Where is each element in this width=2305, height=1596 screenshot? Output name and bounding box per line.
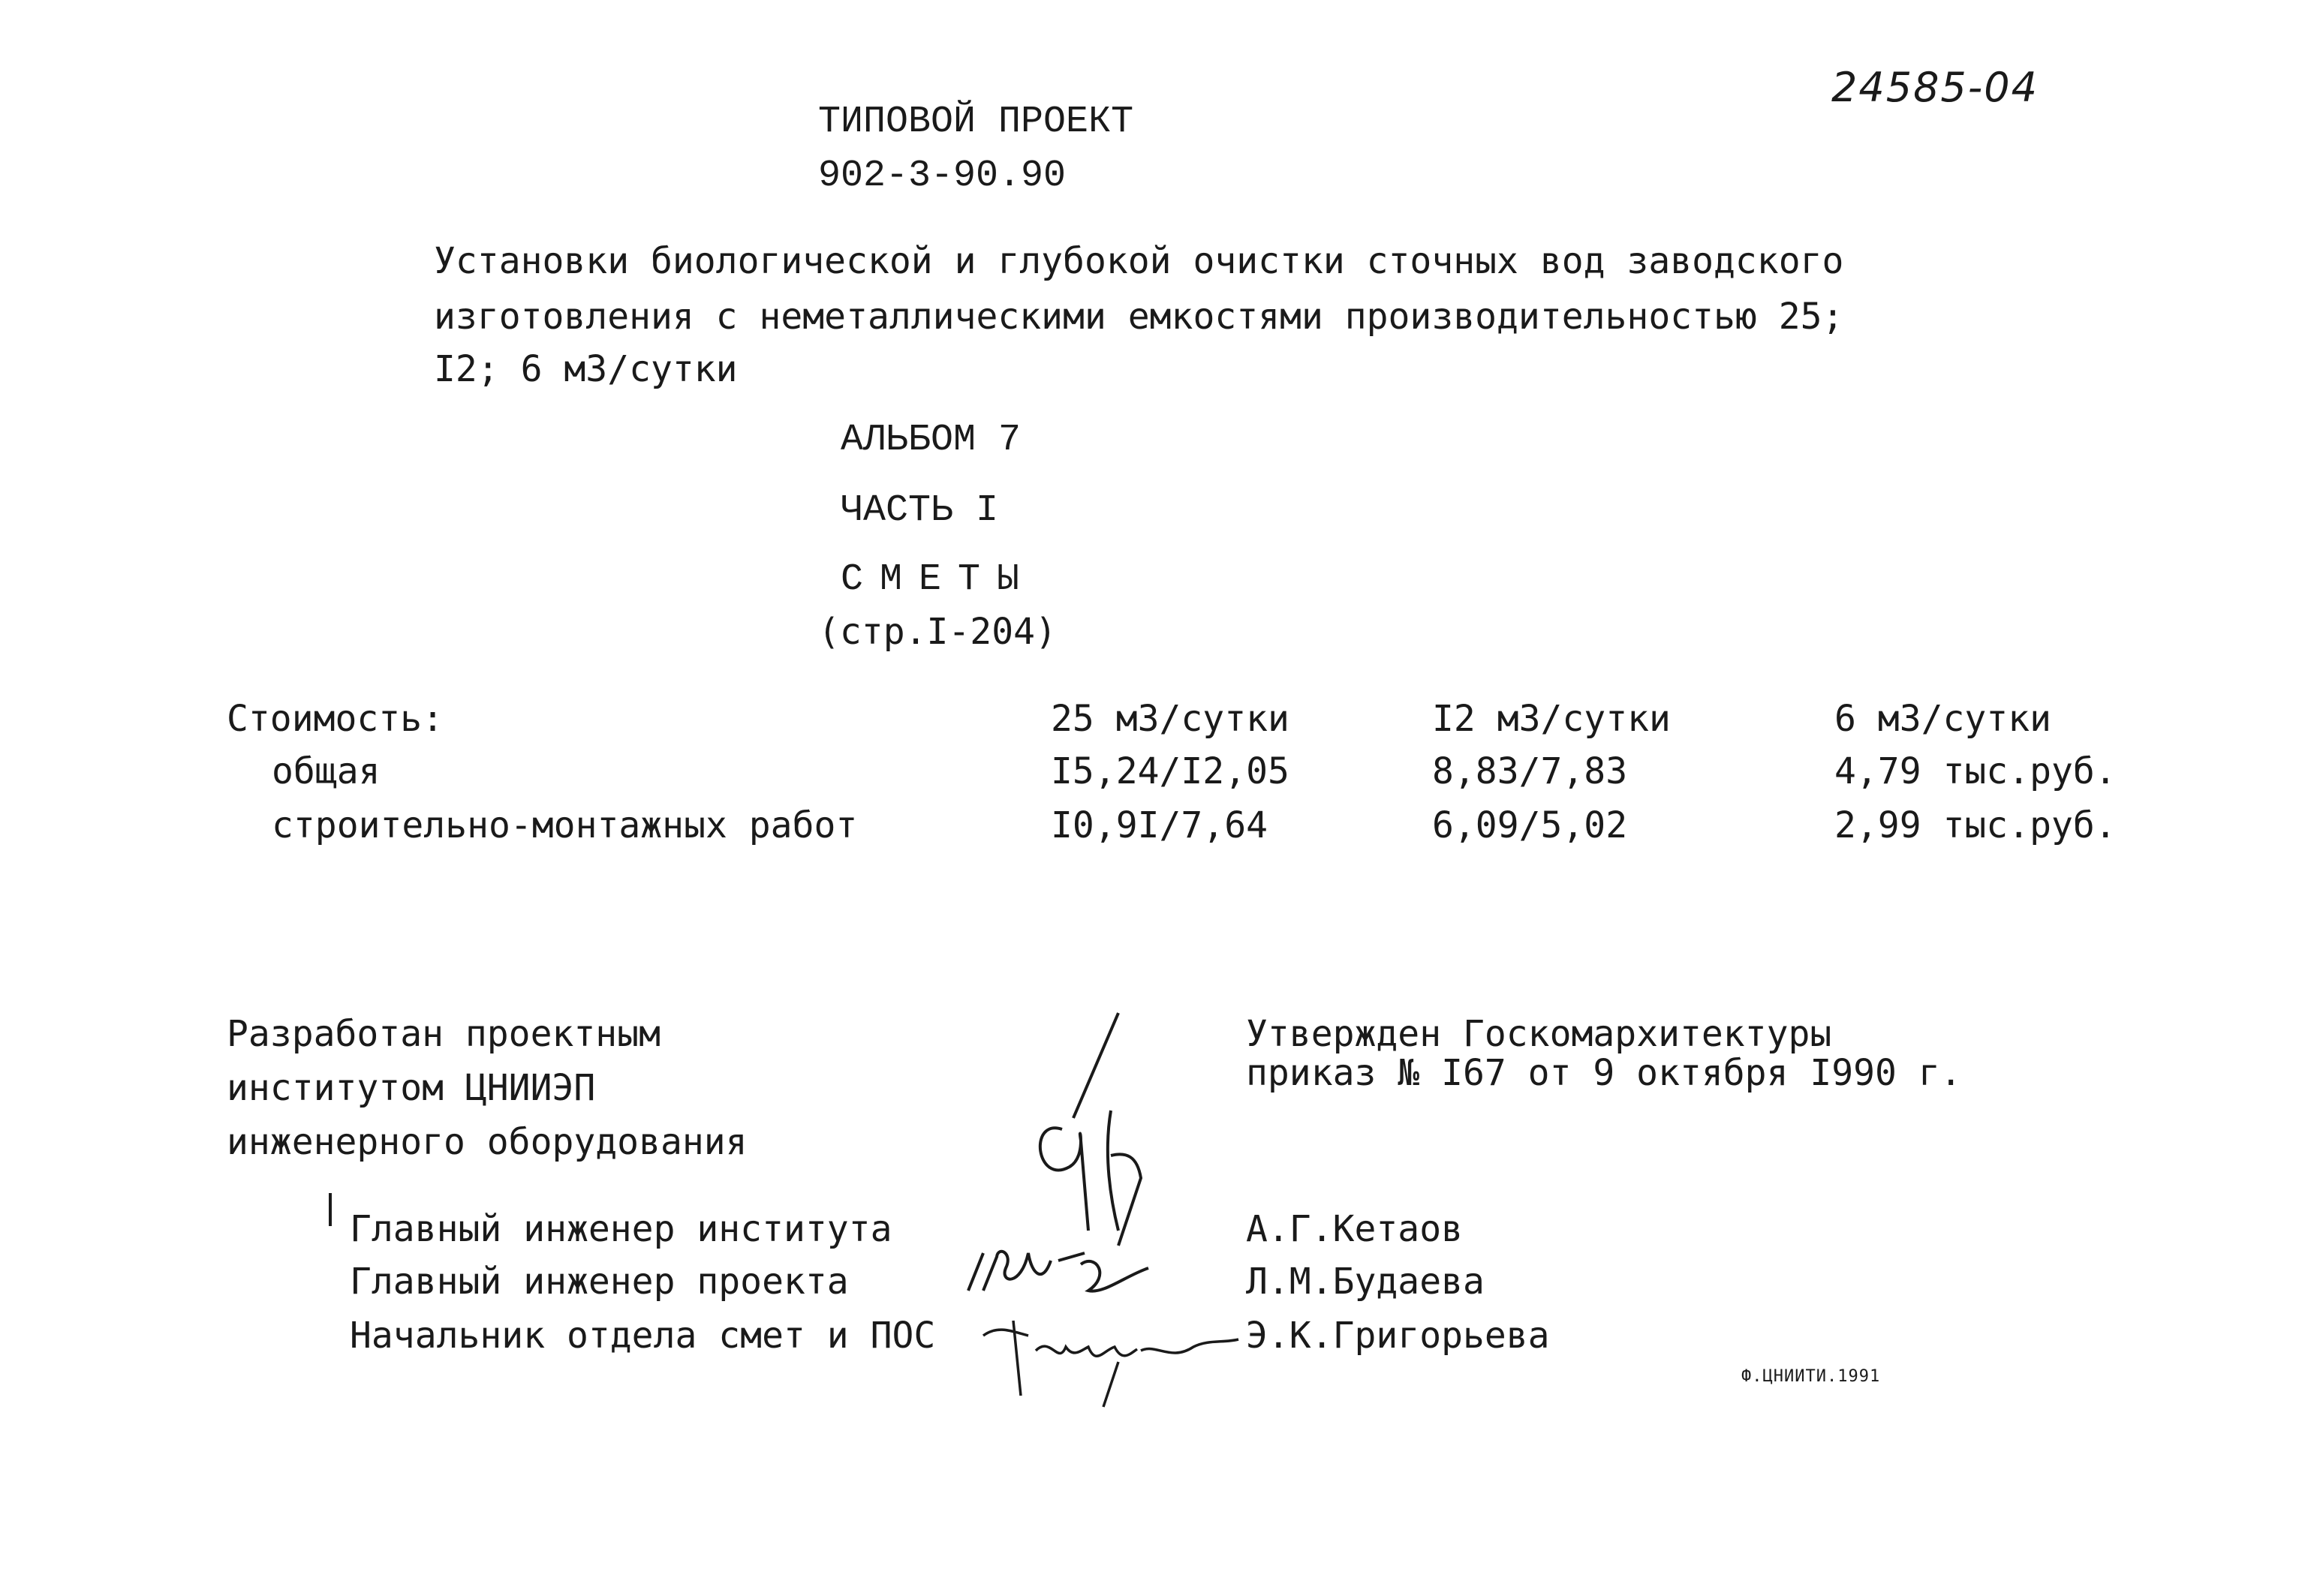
signature-chief-engineer: [1006, 1005, 1201, 1253]
album-label: АЛЬБОМ 7: [841, 419, 1022, 461]
row-label-total: общая: [272, 750, 381, 792]
developer-line-1: Разработан проектным: [227, 1013, 661, 1055]
project-type-heading: ТИПОВОЙ ПРОЕКТ: [818, 101, 1134, 143]
description-line-2: изготовления с неметаллическими емкостями производительностью 25;: [434, 296, 1844, 338]
approval-line-1: Утвержден Госкомархитектуры: [1246, 1013, 1832, 1055]
column-header-6: 6 м3/сутки: [1834, 698, 2051, 740]
column-header-12: I2 м3/сутки: [1432, 698, 1671, 740]
cell-construction-12: 6,09/5,02: [1432, 804, 1628, 846]
signatory-title-2: Главный инженер проекта: [350, 1261, 849, 1303]
signatory-name-1: А.Г.Кетаов: [1246, 1208, 1463, 1250]
handwritten-document-number: 24585-04: [1831, 64, 2039, 111]
signatory-name-2: Л.М.Будаева: [1246, 1261, 1485, 1303]
cell-construction-25: I0,9I/7,64: [1051, 804, 1268, 846]
cost-label: Стоимость:: [227, 698, 444, 740]
signature-department-head: [968, 1306, 1253, 1411]
column-header-25: 25 м3/сутки: [1051, 698, 1289, 740]
cell-total-25: I5,24/I2,05: [1051, 750, 1289, 792]
bracket-mark: [329, 1193, 332, 1226]
footer-stamp: Ф.ЦНИИТИ.1991: [1741, 1367, 1881, 1386]
signatory-title-1: Главный инженер института: [350, 1208, 892, 1250]
developer-line-2: институтом ЦНИИЭП: [227, 1067, 596, 1109]
cell-total-12: 8,83/7,83: [1432, 750, 1628, 792]
pages-range: (стр.I-204): [818, 611, 1057, 653]
section-label: СМЕТЫ: [841, 558, 1037, 601]
cell-construction-6: 2,99 тыс.руб.: [1834, 804, 2117, 846]
signature-project-engineer: [953, 1223, 1178, 1306]
approval-line-2: приказ № I67 от 9 октября I990 г.: [1246, 1052, 1962, 1094]
signatory-name-3: Э.К.Григорьева: [1246, 1315, 1550, 1357]
row-label-construction: строительно-монтажных работ: [272, 804, 858, 846]
description-line-3: I2; 6 м3/сутки: [434, 348, 738, 390]
part-label: ЧАСТЬ I: [841, 489, 999, 532]
cell-total-6: 4,79 тыс.руб.: [1834, 750, 2117, 792]
signatory-title-3: Начальник отдела смет и ПОС: [350, 1315, 936, 1357]
developer-line-3: инженерного оборудования: [227, 1121, 748, 1163]
project-code: 902-3-90.90: [818, 155, 1067, 197]
description-line-1: Установки биологической и глубокой очистки сточных вод заводского: [434, 240, 1844, 282]
